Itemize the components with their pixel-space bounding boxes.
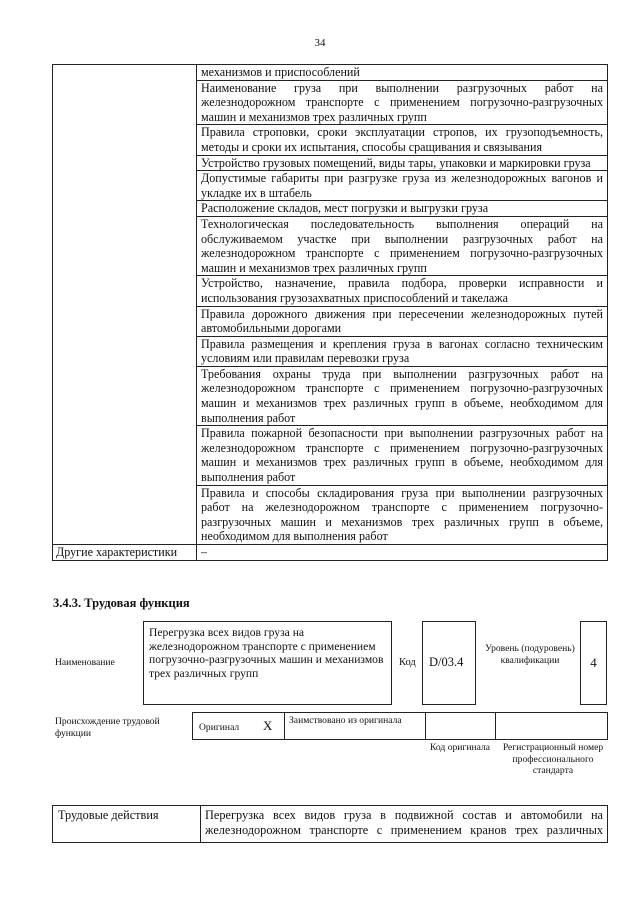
function-name-box: Перегрузка всех видов груза на железнодорожном транспорте с применением погрузочно-разгрузочных машин и механизмов трех различных групп: [143, 621, 392, 705]
knowledge-item: Требования охраны труда при выполнении разгрузочных работ на железнодорожном транспорте с применением погрузочно-разгрузочных машин и механизмов трех различных групп в объеме, необходимом для выполнения работ: [197, 366, 608, 425]
reg-number-caption: Регистрационный номер профессионального стандарта: [502, 742, 604, 776]
knowledge-item: Правила дорожного движения при пересечении железнодорожных путей автомобильными дорогами: [197, 306, 608, 336]
knowledge-item: Правила строповки, сроки эксплуатации стропов, их грузоподъемность, методы и сроки их испытания, способы сращивания и связывания: [197, 125, 608, 155]
original-mark: X: [263, 718, 273, 733]
knowledge-item: Устройство грузовых помещений, виды тары, упаковки и маркировки груза: [197, 155, 608, 171]
other-characteristics-value: –: [197, 545, 608, 561]
code-original-cell: [426, 713, 496, 739]
code-original-caption: Код оригинала: [429, 742, 491, 753]
actions-label: Трудовые действия: [53, 806, 201, 843]
section-heading: 3.4.3. Трудовая функция: [53, 596, 190, 610]
name-label: Наименование: [55, 657, 115, 668]
page-number: 34: [314, 37, 326, 49]
knowledge-item: Устройство, назначение, правила подбора, проверки исправности и использования грузозахватных приспособлений и такелажа: [197, 276, 608, 306]
knowledge-item: Расположение складов, мест погрузки и выгрузки груза: [197, 201, 608, 217]
code-label: Код: [399, 657, 416, 668]
actions-text: Перегрузка всех видов груза в подвижной состав и автомобили на железнодорожном транспорте с применением кранов трех различных: [201, 806, 608, 843]
original-cell: [193, 713, 285, 739]
knowledge-item: Правила и способы складирования груза при выполнении разгрузочных работ на железнодорожном транспорте с применением погрузочно-разгрузочных машин и механизмов трех различных групп в объеме, необходимом для выполнения работ: [197, 485, 608, 544]
knowledge-item: Допустимые габариты при разгрузке груза из железнодорожных вагонов и укладке их в штабель: [197, 171, 608, 201]
level-label: Уровень (подуровень) квалификации: [485, 643, 575, 666]
borrowed-cell: [285, 713, 426, 739]
knowledge-item: Наименование груза при выполнении разгрузочных работ на железнодорожном транспорте с применением погрузочно-разгрузочных машин и механизмов трех различных групп: [197, 80, 608, 125]
borrowed-label: Заимствовано из оригинала: [289, 715, 402, 726]
original-label: Оригинал: [199, 722, 240, 733]
origin-label: Происхождение трудовой функции: [55, 716, 160, 739]
knowledge-table: [52, 64, 608, 561]
knowledge-item: Правила пожарной безопасности при выполнении разгрузочных работ на железнодорожном транспорте с применением погрузочно-разгрузочных машин и механизмов трех различных групп в объеме, необходимом для выполнения работ: [197, 426, 608, 485]
knowledge-item: Технологическая последовательность выполнения операций на обслуживаемом участке при выполнении разгрузочных работ на железнодорожном транспорте с применением погрузочно-разгрузочных машин и механизмов трех различных групп: [197, 216, 608, 275]
level-box: 4: [580, 621, 607, 705]
knowledge-item: механизмов и приспособлений: [197, 65, 608, 81]
other-characteristics-label: Другие характеристики: [53, 545, 197, 561]
knowledge-item: Правила размещения и крепления груза в вагонах согласно техническим условиям или правилам перевозки груза: [197, 336, 608, 366]
code-box: D/03.4: [422, 621, 476, 705]
origin-row: [192, 712, 608, 740]
knowledge-left-cell: [53, 65, 197, 545]
actions-table: [52, 805, 608, 843]
